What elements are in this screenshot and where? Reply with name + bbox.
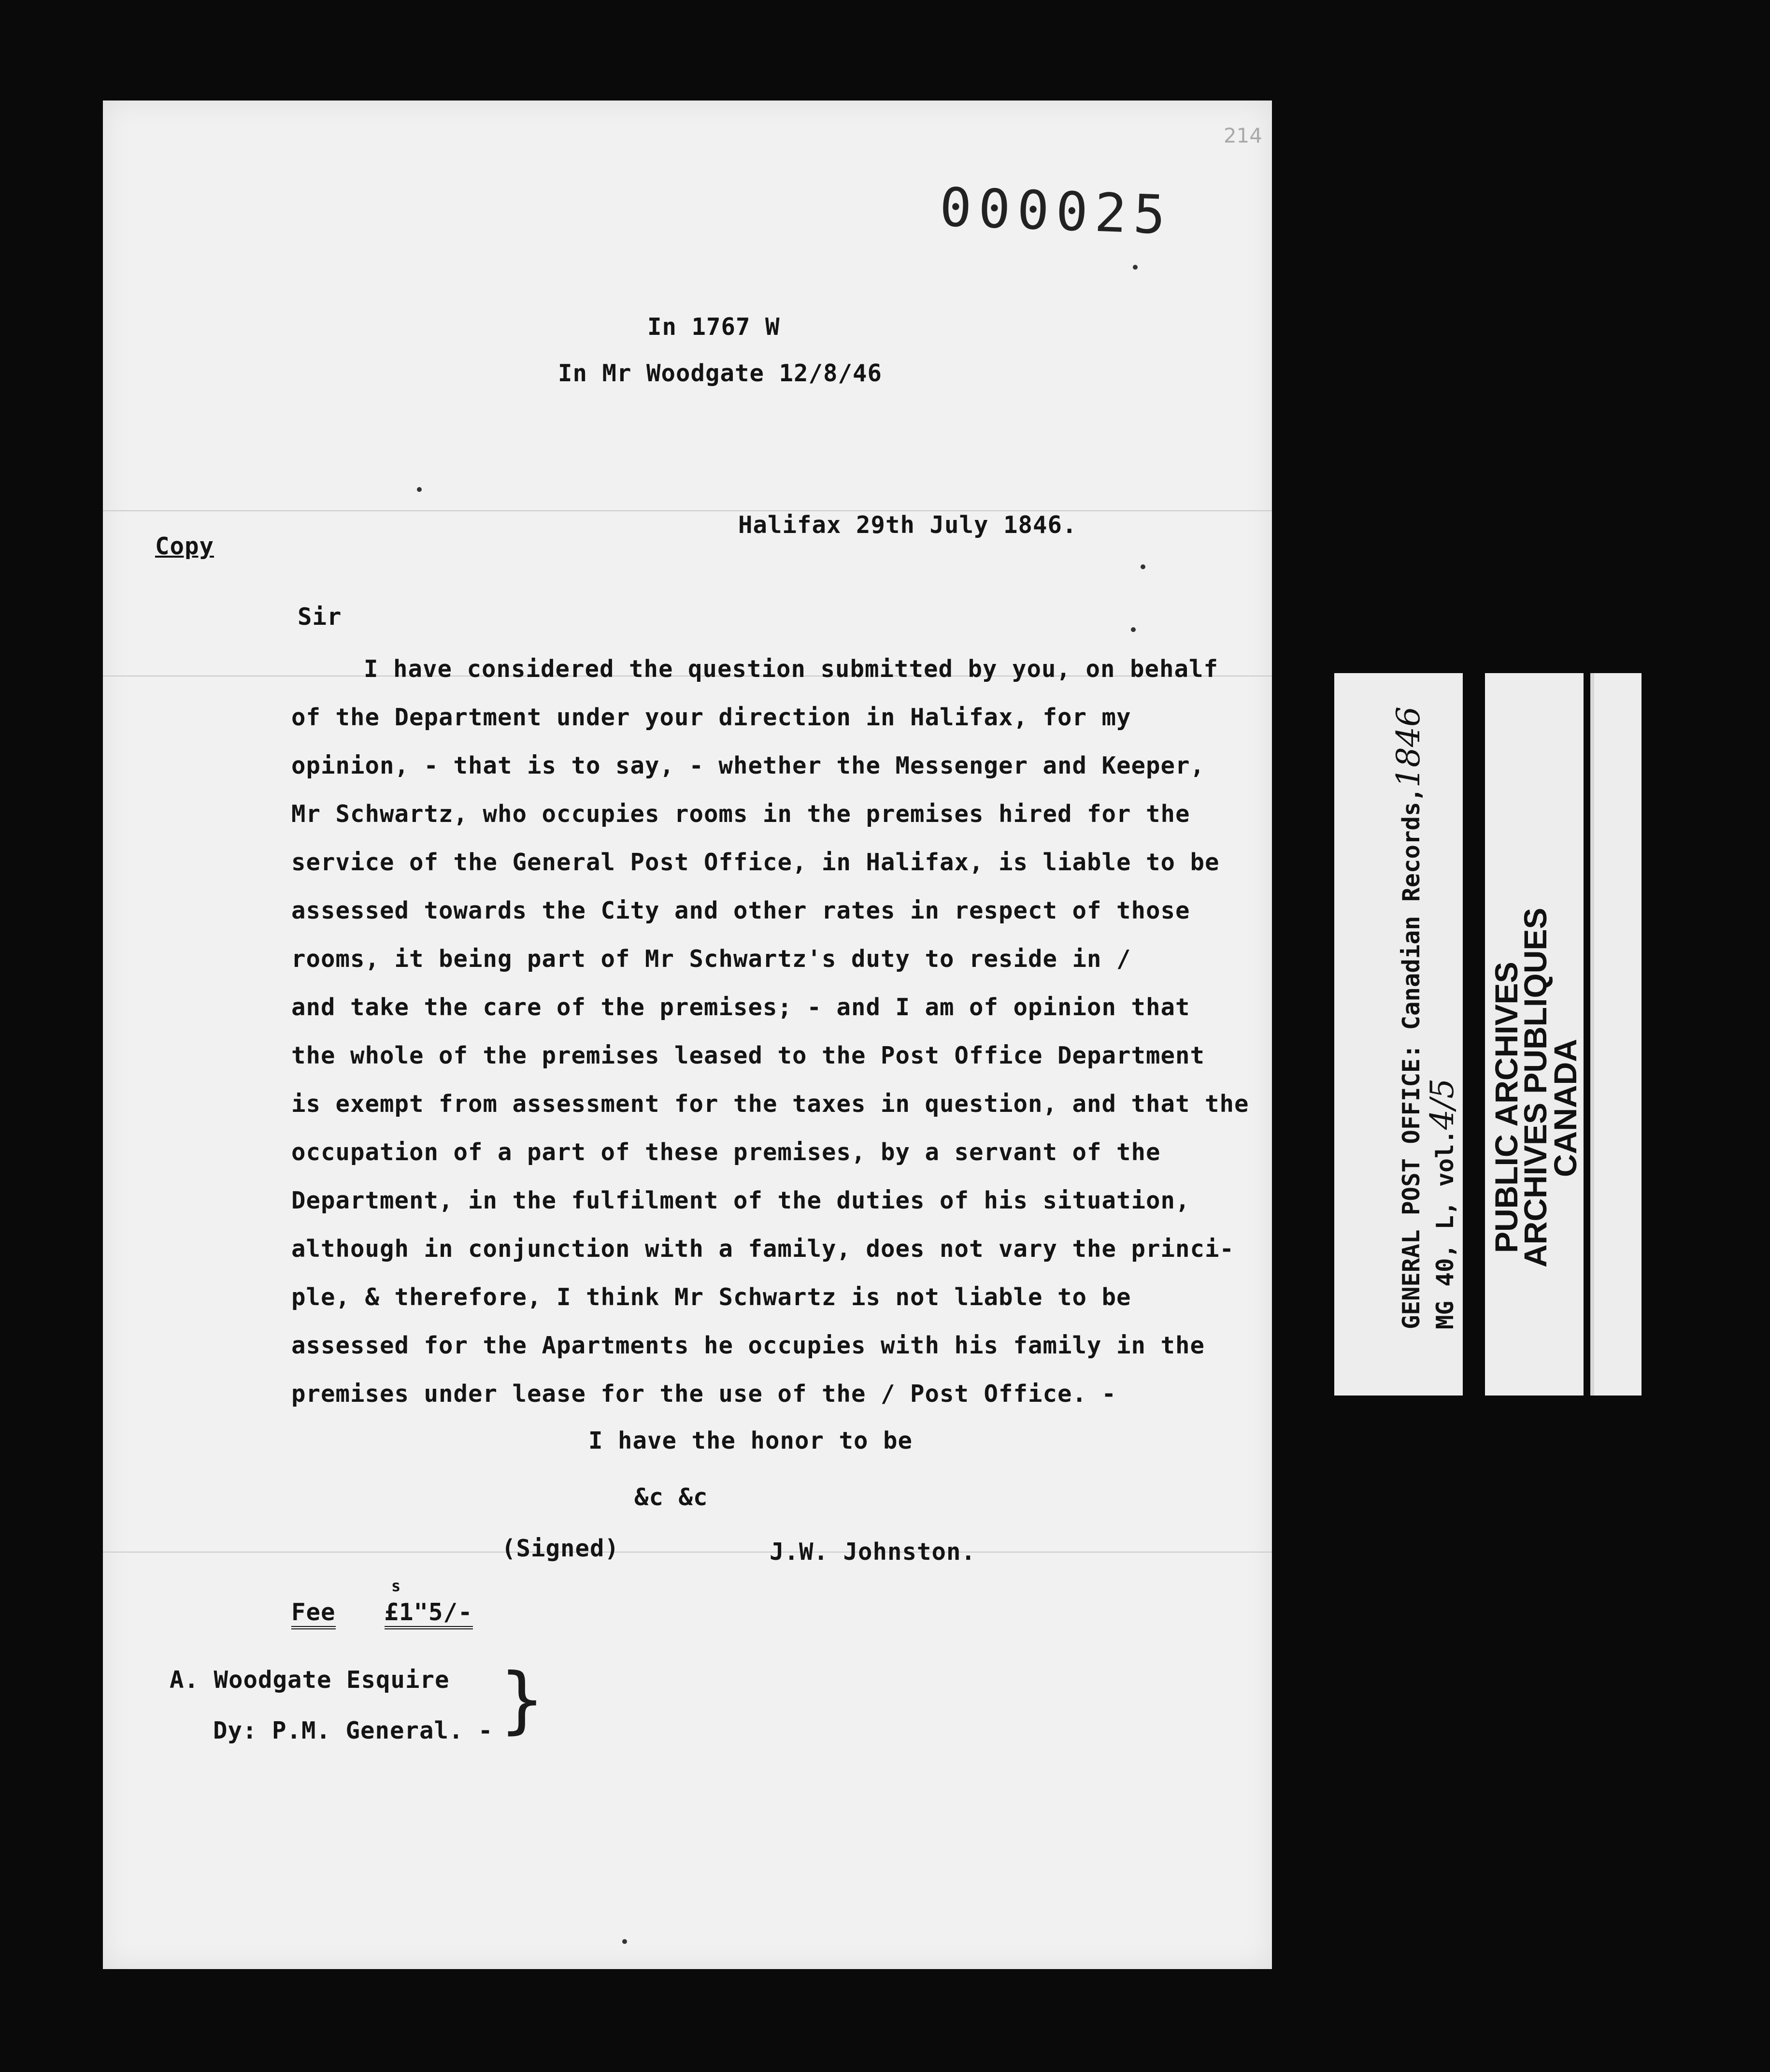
addressee-line-2: Dy: P.M. General. - [213, 1717, 493, 1744]
archive-label-series: GENERAL POST OFFICE: Canadian Records, [1398, 787, 1425, 1329]
signed-label: (Signed) [501, 1535, 620, 1562]
fee-label: Fee [291, 1598, 336, 1629]
archive-label-institution-2: ARCHIVES PUBLIQUES [1517, 907, 1553, 1267]
fee-amount-text: £1"5/- [384, 1598, 473, 1626]
copy-label: Copy [155, 532, 214, 560]
fee-superscript: s [391, 1577, 401, 1595]
body-line: I have considered the question submitted by you, on behalf [364, 655, 1219, 683]
closing-etc: &c &c [634, 1483, 708, 1511]
archive-label-card [1334, 673, 1642, 1396]
fee-amount [385, 1598, 473, 1629]
body-line: although in conjunction with a family, does not vary the princi- [291, 1235, 1235, 1263]
body-line: service of the General Post Office, in Halifax, is liable to be [291, 849, 1220, 876]
paper-speck [1141, 564, 1145, 569]
body-line: assessed towards the City and other rates in respect of those [291, 897, 1190, 924]
label-divider [1584, 673, 1590, 1396]
body-line: Department, in the fulfilment of the duties of his situation, [291, 1187, 1190, 1214]
salutation: Sir [298, 603, 342, 631]
body-line: and take the care of the premises; - and I am of opinion that [291, 993, 1190, 1021]
addressee-brace: } [499, 1658, 545, 1742]
body-line: Mr Schwartz, who occupies rooms in the premises hired for the [291, 800, 1190, 828]
addressee-line-1: A. Woodgate Esquire [170, 1666, 450, 1694]
body-line: of the Department under your direction in Halifax, for my [291, 704, 1131, 731]
body-line: rooms, it being part of Mr Schwartz's duty to reside in / [291, 945, 1131, 973]
ruled-line [103, 1552, 1272, 1553]
archive-label-vol: 4/5 [1424, 1078, 1461, 1130]
label-divider [1590, 673, 1594, 1396]
paper-speck [417, 487, 422, 492]
body-line: premises under lease for the use of the / Post Office. - [291, 1380, 1117, 1408]
label-divider [1463, 673, 1485, 1396]
archive-label-year: 1846 [1390, 706, 1427, 788]
paper-speck [622, 1939, 627, 1944]
body-line: ple, & therefore, I think Mr Schwartz is not liable to be [291, 1283, 1131, 1311]
archive-label-line-2 [1424, 1079, 1461, 1329]
archive-label-institution-3: CANADA [1547, 1039, 1583, 1177]
document-page [103, 101, 1272, 1969]
fee-line [291, 1598, 473, 1626]
ruled-line [103, 510, 1272, 511]
reference-line-2: In Mr Woodgate 12/8/46 [558, 360, 883, 387]
body-line: occupation of a part of these premises, by a servant of the [291, 1138, 1161, 1166]
archive-number-stamp: 000025 [938, 176, 1173, 246]
pencil-folio: 214 [1223, 124, 1262, 147]
body-line: opinion, - that is to say, - whether the Messenger and Keeper, [291, 752, 1205, 779]
closing-line: I have the honor to be [588, 1427, 913, 1454]
reference-line-1: In 1767 W [647, 313, 780, 341]
signer-name: J.W. Johnston. [770, 1538, 976, 1566]
body-line: is exempt from assessment for the taxes in question, and that the [291, 1090, 1249, 1118]
body-line: the whole of the premises leased to the Post Office Department [291, 1042, 1205, 1069]
paper-speck [1133, 265, 1138, 270]
paper-speck [1131, 627, 1136, 632]
archive-label-line-1 [1390, 706, 1427, 1329]
place-date: Halifax 29th July 1846. [738, 511, 1077, 539]
archive-label-group: MG 40, L, vol. [1431, 1129, 1459, 1329]
body-line: assessed for the Apartments he occupies with his family in the [291, 1332, 1205, 1359]
archive-label-institution-1: PUBLIC ARCHIVES [1488, 962, 1524, 1253]
